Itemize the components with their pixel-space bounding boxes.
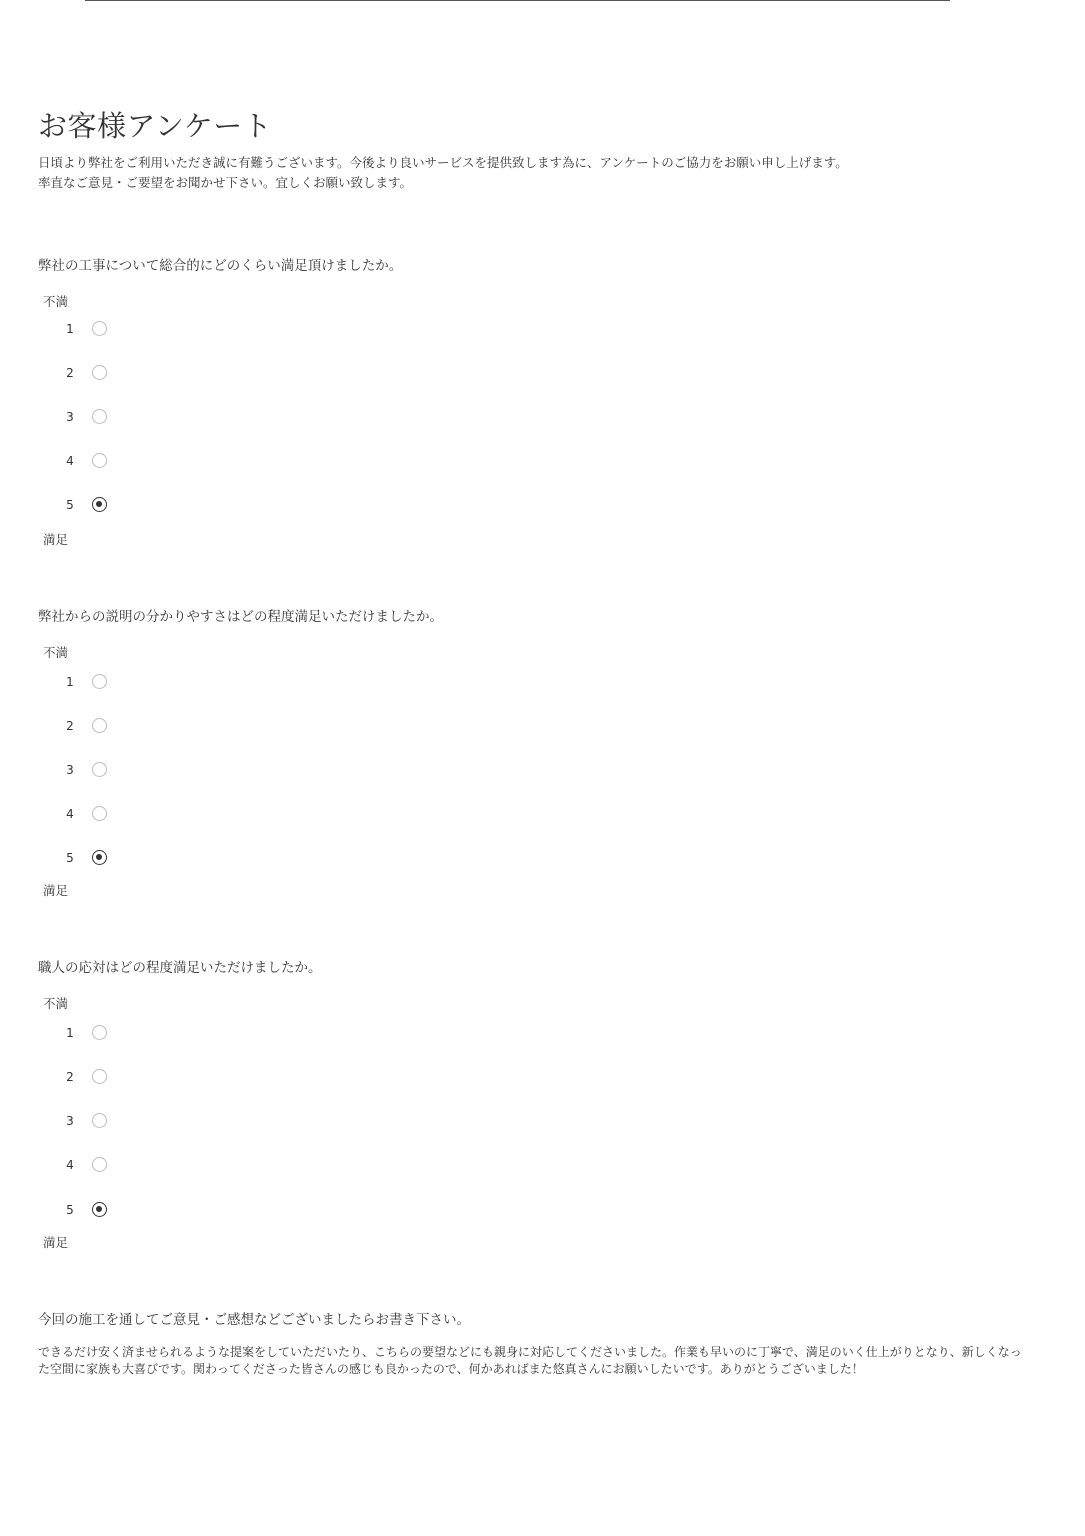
rating-option-1[interactable] (38, 673, 158, 693)
radio-button[interactable] (92, 1157, 107, 1172)
option-number: 3 (66, 763, 74, 777)
question-label: 弊社からの説明の分かりやすさはどの程度満足いただけましたか。 (38, 609, 443, 625)
rating-option-1[interactable] (38, 320, 158, 340)
scale-low-label: 不満 (43, 645, 69, 660)
option-number: 2 (66, 1070, 74, 1084)
radio-button[interactable] (92, 365, 107, 380)
option-number: 1 (66, 675, 74, 689)
question-label: 弊社の工事について総合的にどのくらい満足頂けましたか。 (38, 258, 403, 274)
radio-button[interactable] (92, 718, 107, 733)
option-number: 4 (66, 454, 74, 468)
rating-option-2[interactable] (38, 717, 158, 737)
comment-label: 今回の施工を通してご意見・ご感想などございましたらお書き下さい。 (38, 1312, 470, 1328)
comment-answer[interactable]: できるだけ安く済ませられるような提案をしていただいたり、こちらの要望などにも親身に対応してくださいました。作業も早いのに丁寧で、満足のいく仕上がりとなり、新しくなった空間に家族も大喜びです。関わってくださった皆さんの感じも良かったので、何かあればまた悠真さんにお願いしたいです。ありがとうございました！ (38, 1345, 1022, 1376)
radio-button-selected[interactable] (92, 1202, 107, 1217)
scale-high-label: 満足 (43, 883, 69, 898)
option-number: 5 (66, 1203, 74, 1217)
option-number: 1 (66, 1026, 74, 1040)
rating-option-3[interactable] (38, 408, 158, 428)
option-number: 4 (66, 807, 74, 821)
intro-line: 率直なご意見・ご要望をお聞かせ下さい。宜しくお願い致します。 (38, 175, 413, 190)
rating-option-5[interactable] (38, 849, 158, 869)
scale-high-label: 満足 (43, 532, 69, 547)
comment-question (38, 1308, 1038, 1378)
radio-button[interactable] (92, 453, 107, 468)
option-number: 3 (66, 1114, 74, 1128)
rating-option-1[interactable] (38, 1024, 158, 1044)
radio-button[interactable] (92, 1025, 107, 1040)
option-number: 2 (66, 719, 74, 733)
option-number: 3 (66, 410, 74, 424)
radio-button[interactable] (92, 409, 107, 424)
radio-button-selected[interactable] (92, 497, 107, 512)
radio-button[interactable] (92, 321, 107, 336)
radio-button[interactable] (92, 806, 107, 821)
rating-option-4[interactable] (38, 1156, 158, 1176)
rating-option-5[interactable] (38, 496, 158, 516)
scale-low-label: 不満 (43, 996, 69, 1011)
rating-option-5[interactable] (38, 1201, 158, 1221)
radio-button[interactable] (92, 1113, 107, 1128)
option-number: 1 (66, 322, 74, 336)
option-number: 4 (66, 1158, 74, 1172)
scale-low-label: 不満 (43, 294, 69, 309)
rating-option-4[interactable] (38, 805, 158, 825)
radio-button-selected[interactable] (92, 850, 107, 865)
survey-intro (38, 153, 848, 193)
intro-line: 日頃より弊社をご利用いただき誠に有難うございます。今後より良いサービスを提供致します為に、アンケートのご協力をお願い申し上げます。 (38, 155, 848, 170)
question-label: 職人の応対はどの程度満足いただけましたか。 (38, 960, 322, 976)
page-title: お客様アンケート (38, 109, 273, 143)
option-number: 5 (66, 851, 74, 865)
top-border-line (85, 0, 950, 1)
rating-option-3[interactable] (38, 761, 158, 781)
radio-button[interactable] (92, 762, 107, 777)
rating-option-3[interactable] (38, 1112, 158, 1132)
rating-option-4[interactable] (38, 452, 158, 472)
radio-button[interactable] (92, 1069, 107, 1084)
option-number: 5 (66, 498, 74, 512)
radio-button[interactable] (92, 674, 107, 689)
option-number: 2 (66, 366, 74, 380)
scale-high-label: 満足 (43, 1235, 69, 1250)
rating-option-2[interactable] (38, 1068, 158, 1088)
rating-option-2[interactable] (38, 364, 158, 384)
